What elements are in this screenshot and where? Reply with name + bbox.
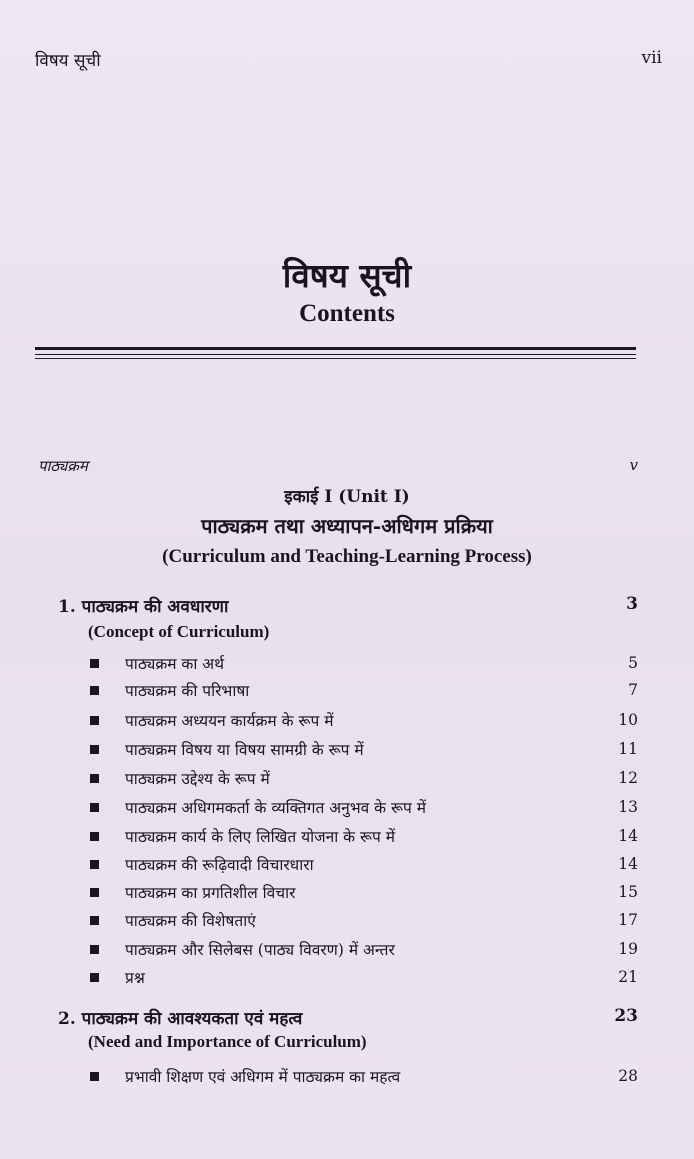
topic-page: 11	[618, 740, 638, 758]
square-bullet-icon	[90, 686, 99, 695]
square-bullet-icon	[90, 1072, 99, 1081]
toc-topic	[90, 1064, 638, 1088]
square-bullet-icon	[90, 860, 99, 869]
title-rule-thin	[35, 358, 636, 359]
topic-page: 7	[628, 681, 638, 699]
toc-topic	[90, 965, 638, 989]
toc-topic	[90, 937, 638, 961]
front-matter-page: v	[629, 456, 638, 474]
chapter-title-english: (Concept of Curriculum)	[88, 622, 270, 641]
topic-page: 19	[618, 940, 638, 958]
square-bullet-icon	[90, 973, 99, 982]
toc-topic	[90, 852, 638, 876]
running-head	[35, 48, 662, 71]
toc-topic	[90, 678, 638, 702]
toc-topic	[90, 824, 638, 848]
chapter-page: 3	[626, 594, 638, 614]
topic-text: पाठ्यक्रम और सिलेबस (पाठ्य विवरण) में अन्तर	[125, 941, 395, 959]
square-bullet-icon	[90, 916, 99, 925]
topic-text: पाठ्यक्रम उद्देश्य के रूप में	[125, 770, 270, 788]
toc-topic	[90, 795, 638, 819]
topic-page: 13	[618, 798, 638, 816]
topic-text: प्रश्न	[125, 969, 145, 987]
topic-page: 17	[618, 911, 638, 929]
unit-title-hindi: पाठ्यक्रम तथा अध्यापन-अधिगम प्रक्रिया	[201, 514, 493, 538]
topic-text: पाठ्यक्रम की परिभाषा	[125, 682, 250, 700]
topic-page: 14	[618, 855, 638, 873]
chapter-page: 23	[614, 1006, 638, 1026]
square-bullet-icon	[90, 945, 99, 954]
topic-text: प्रभावी शिक्षण एवं अधिगम में पाठ्यक्रम का महत्व	[125, 1068, 401, 1086]
toc-topic	[90, 908, 638, 932]
toc-topic	[90, 737, 638, 761]
chapter-title-english: (Need and Importance of Curriculum)	[88, 1032, 367, 1051]
topic-text: पाठ्यक्रम विषय या विषय सामग्री के रूप में	[125, 741, 364, 759]
topic-text: पाठ्यक्रम अध्ययन कार्यक्रम के रूप में	[125, 712, 334, 730]
square-bullet-icon	[90, 888, 99, 897]
topic-text: पाठ्यक्रम अधिगमकर्ता के व्यक्तिगत अनुभव के रूप में	[125, 799, 427, 817]
square-bullet-icon	[90, 803, 99, 812]
topic-page: 21	[618, 968, 638, 986]
chapter-heading	[58, 594, 638, 617]
square-bullet-icon	[90, 745, 99, 754]
front-matter-label: पाठ्यक्रम	[38, 457, 88, 475]
running-head-page-number: vii	[641, 48, 662, 68]
contents-title-english: Contents	[299, 300, 395, 327]
topic-page: 14	[618, 827, 638, 845]
topic-text: पाठ्यक्रम कार्य के लिए लिखित योजना के रूप में	[125, 828, 396, 846]
square-bullet-icon	[90, 716, 99, 725]
topic-text: पाठ्यक्रम की रूढ़िवादी विचारधारा	[125, 856, 314, 874]
topic-page: 5	[628, 654, 638, 672]
unit-title-english: (Curriculum and Teaching-Learning Process)	[162, 546, 532, 567]
unit-label: इकाई I (Unit I)	[284, 487, 410, 507]
square-bullet-icon	[90, 659, 99, 668]
chapter-title: 2. पाठ्यक्रम की आवश्यकता एवं महत्व	[58, 1009, 303, 1029]
toc-topic	[90, 708, 638, 732]
chapter-title: 1. पाठ्यक्रम की अवधारणा	[58, 597, 229, 617]
running-head-title: विषय सूची	[35, 51, 101, 71]
square-bullet-icon	[90, 774, 99, 783]
square-bullet-icon	[90, 832, 99, 841]
contents-title-hindi: विषय सूची	[282, 256, 412, 295]
topic-page: 15	[618, 883, 638, 901]
topic-page: 12	[618, 769, 638, 787]
toc-topic	[90, 766, 638, 790]
toc-topic	[90, 651, 638, 675]
topic-text: पाठ्यक्रम की विशेषताएं	[125, 912, 256, 930]
chapter-heading	[58, 1006, 638, 1029]
topic-page: 10	[618, 711, 638, 729]
topic-text: पाठ्यक्रम का प्रगतिशील विचार	[125, 884, 296, 902]
toc-topic	[90, 880, 638, 904]
topic-page: 28	[618, 1067, 638, 1085]
front-matter-entry	[38, 456, 638, 476]
topic-text: पाठ्यक्रम का अर्थ	[125, 655, 225, 673]
title-rule	[35, 347, 636, 355]
